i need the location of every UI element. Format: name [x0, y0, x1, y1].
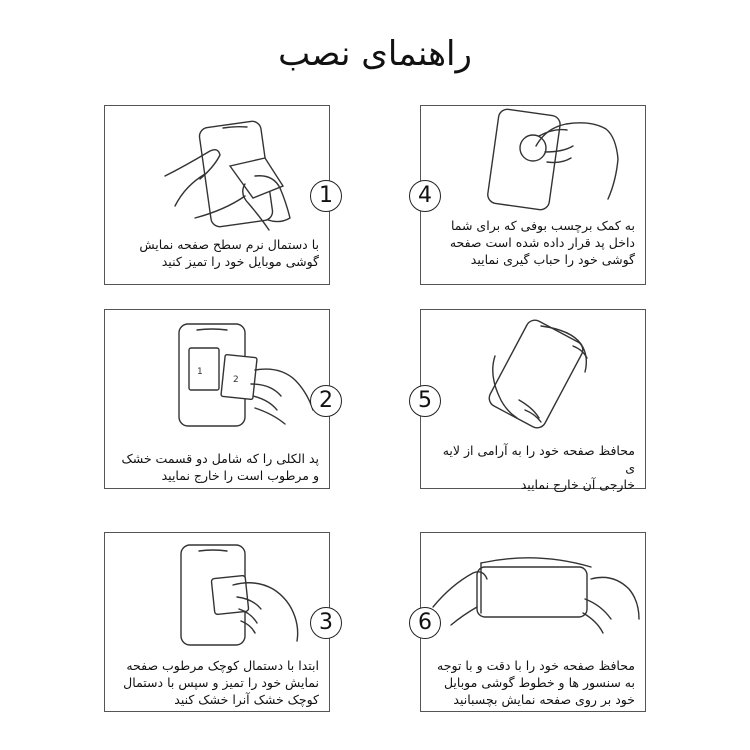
- pad-label-2: 2: [233, 375, 239, 385]
- step-text-line: داخل پد قرار داده شده است صفحه: [449, 235, 635, 250]
- step-text-line: به سنسور ها و خطوط گوشی موبایل: [443, 675, 635, 690]
- step-card-6: [420, 532, 646, 712]
- step-text-line: با دستمال نرم سطح صفحه نمایش: [139, 237, 319, 252]
- step-text-line: و مرطوب است را خارج نمایید: [161, 468, 319, 483]
- step-number-2: 2: [310, 385, 342, 417]
- step-text-line: محافظ صفحه خود را به آرامی از لایه ی: [442, 443, 635, 475]
- step-card-2: [104, 309, 330, 489]
- pad-label-1: 1: [197, 367, 203, 377]
- step-text-line: کوچک خشک آنرا خشک کنید: [174, 692, 319, 707]
- step-text-line: ابتدا با دستمال کوچک مرطوب صفحه: [126, 658, 319, 673]
- dust-sticker-icon: [421, 106, 647, 226]
- step-card-3: [104, 532, 330, 712]
- step-text-line: پد الکلی را که شامل دو قسمت خشک: [121, 451, 319, 466]
- step-number-3: 3: [310, 607, 342, 639]
- step-text-line: گوشی خود را حباب گیری نمایید: [470, 252, 635, 267]
- step-text-line: خود بر روی صفحه نمایش بچسبانید: [453, 692, 635, 707]
- step-number-1: 1: [310, 180, 342, 212]
- step-number-4: 4: [409, 180, 441, 212]
- step-text-line: گوشی موبایل خود را تمیز کنید: [161, 254, 319, 269]
- step-number-6: 6: [409, 607, 441, 639]
- step-text-line: به کمک برچسب بوفی که برای شما: [450, 218, 635, 233]
- phone-alcohol-pad-icon: [105, 310, 331, 440]
- step-card-4: [420, 105, 646, 285]
- step-card-1: [104, 105, 330, 285]
- apply-protector-icon: [421, 533, 647, 658]
- step-text-line: محافظ صفحه خود را با دقت و با توجه: [437, 658, 635, 673]
- phone-cleaning-cloth-icon: [105, 106, 331, 236]
- step-card-5: [420, 309, 646, 492]
- step-text-line: نمایش خود را تمیز و سپس با دستمال: [123, 675, 319, 690]
- phone-wet-wipe-icon: [105, 533, 331, 658]
- page-title: راهنمای نصب: [278, 34, 472, 74]
- peel-protector-icon: [421, 310, 647, 435]
- step-number-5: 5: [409, 385, 441, 417]
- step-text-line: خارجی آن خارج نمایید: [520, 477, 635, 492]
